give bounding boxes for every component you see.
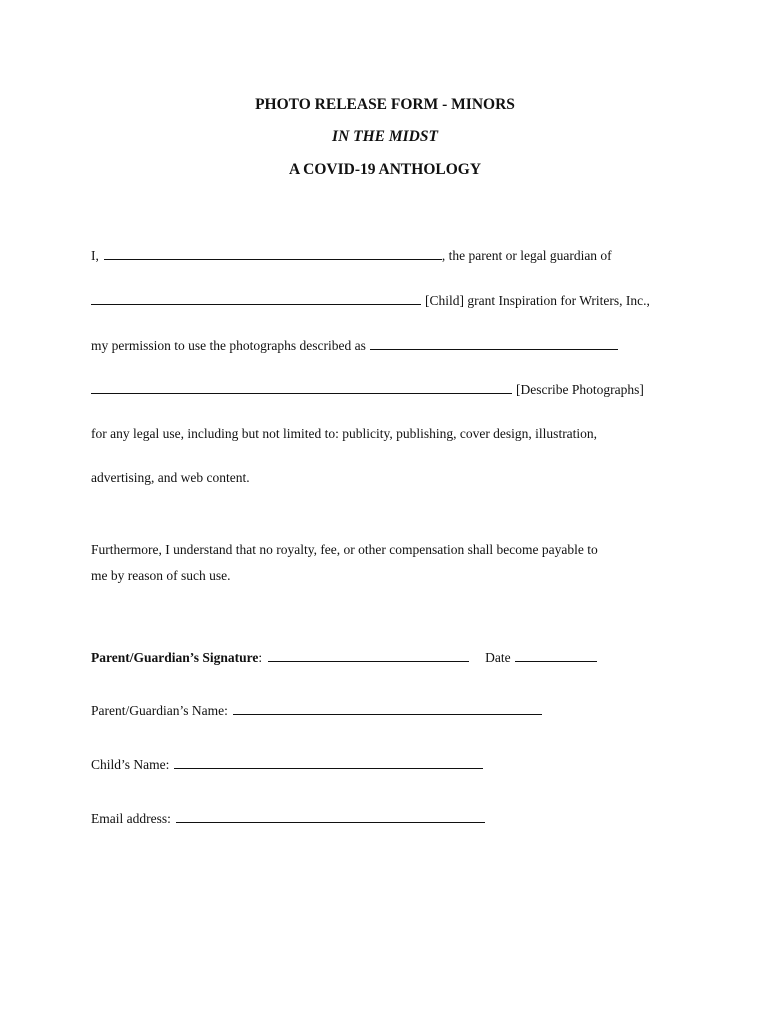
child-name-row bbox=[91, 755, 483, 774]
signature-blank[interactable] bbox=[268, 648, 469, 662]
child-grant-text: [Child] grant Inspiration for Writers, Inc., bbox=[425, 293, 650, 308]
anthology-title: A COVID-19 ANTHOLOGY bbox=[288, 161, 482, 178]
photos-line bbox=[91, 380, 644, 399]
permission-text: my permission to use the photographs described as bbox=[91, 338, 366, 353]
photos-description-blank-2[interactable] bbox=[91, 380, 512, 394]
parent-name-label: Parent/Guardian’s Name: bbox=[91, 703, 228, 718]
signature-label: Parent/Guardian’s Signature bbox=[91, 650, 259, 665]
legal-use-line: for any legal use, including but not limited to: publicity, publishing, cover design, illustration, bbox=[91, 426, 598, 441]
child-name-label: Child’s Name: bbox=[91, 757, 170, 772]
signature-row bbox=[91, 648, 597, 667]
guardian-suffix: , the parent or legal guardian of bbox=[441, 248, 612, 263]
parent-name-row bbox=[91, 701, 542, 720]
royalty-line-1: Furthermore, I understand that no royalty, fee, or other compensation shall become payable to bbox=[91, 542, 598, 557]
email-blank[interactable] bbox=[176, 809, 485, 823]
form-title: PHOTO RELEASE FORM - MINORS bbox=[255, 96, 515, 113]
photos-description-blank-1[interactable] bbox=[370, 336, 618, 350]
form-subtitle: IN THE MIDST bbox=[332, 128, 438, 145]
royalty-line-2: me by reason of such use. bbox=[91, 568, 231, 583]
email-row bbox=[91, 809, 485, 828]
date-label: Date bbox=[485, 650, 511, 665]
child-name-field-blank[interactable] bbox=[174, 755, 483, 769]
parent-name-blank[interactable] bbox=[233, 701, 542, 715]
date-blank[interactable] bbox=[515, 648, 597, 662]
guardian-line bbox=[91, 246, 612, 265]
signature-colon: : bbox=[258, 650, 263, 665]
describe-photographs-text: [Describe Photographs] bbox=[516, 382, 644, 397]
permission-line bbox=[91, 336, 618, 355]
child-name-blank[interactable] bbox=[91, 291, 421, 305]
email-label: Email address: bbox=[91, 811, 171, 826]
web-content-line: advertising, and web content. bbox=[91, 470, 250, 485]
guardian-name-blank[interactable] bbox=[104, 246, 442, 260]
child-line bbox=[91, 291, 650, 310]
guardian-prefix: I, bbox=[91, 248, 99, 263]
